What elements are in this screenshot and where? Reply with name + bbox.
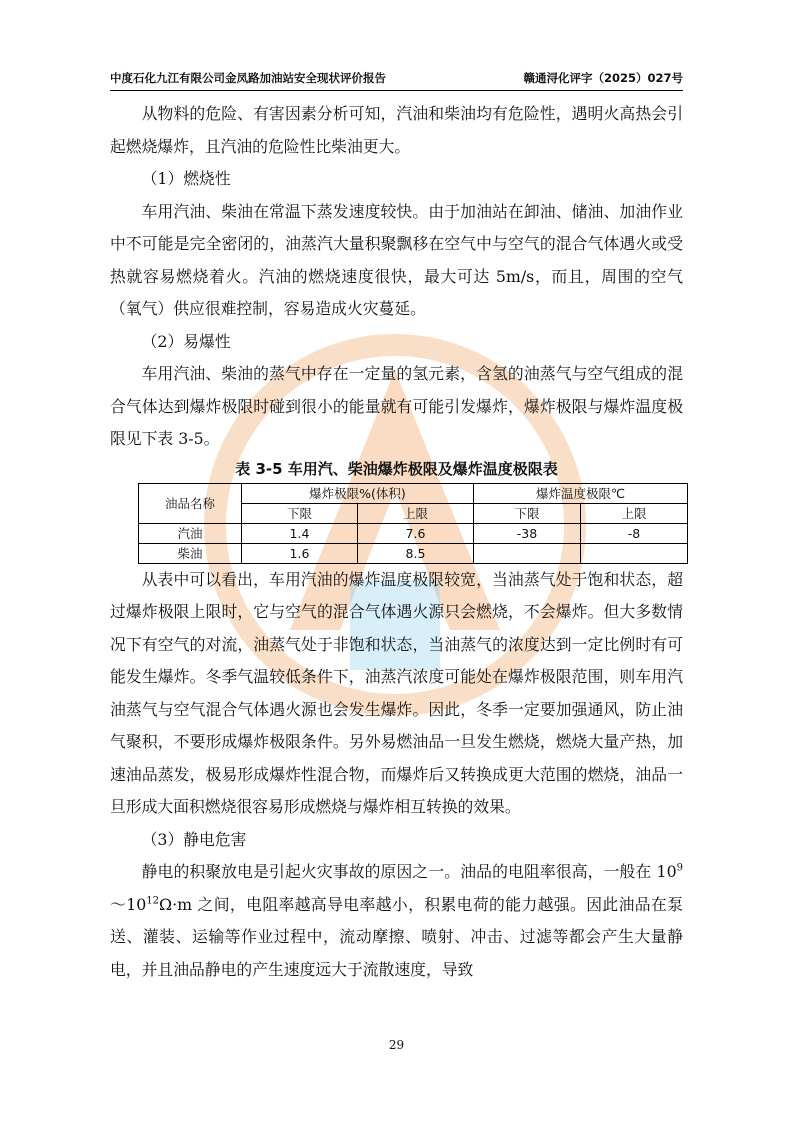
header-exp-lower: 下限 xyxy=(242,503,358,523)
cell-temp-lower xyxy=(474,543,581,563)
section-static-electricity: （3）静电危害 xyxy=(141,829,247,849)
table-title: 表 3-5 车用汽、柴油爆炸极限及爆炸温度极限表 xyxy=(235,459,558,478)
cell-exp-upper: 8.5 xyxy=(357,543,473,563)
cell-exp-upper: 7.6 xyxy=(357,523,473,543)
header-report-number: 赣通浔化评字（2025）027号 xyxy=(523,71,683,85)
page-number: 29 xyxy=(388,1038,405,1052)
header-temp-limit: 爆炸温度极限℃ xyxy=(474,483,688,503)
table-row xyxy=(139,543,688,563)
paragraph-intro: 从物料的危险、有害因素分析可知，汽油和柴油均有危险性，遇明火高热会引起燃烧爆炸，且汽油的危险性比柴油更大。 xyxy=(110,104,683,156)
header-temp-lower: 下限 xyxy=(474,503,581,523)
header-explosion-limit: 爆炸极限%(体积) xyxy=(242,483,474,503)
header-temp-upper: 上限 xyxy=(580,503,687,523)
section-explosiveness: （2）易爆性 xyxy=(141,331,231,351)
cell-temp-lower: -38 xyxy=(474,523,581,543)
exponent-9: 9 xyxy=(676,862,683,874)
cell-temp-upper xyxy=(580,543,687,563)
cell-name: 柴油 xyxy=(139,543,242,563)
paragraph-combustibility: 车用汽油、柴油在常温下蒸发速度较快。由于加油站在卸油、储油、加油作业中不可能是完全密闭的，油蒸汽大量积聚飘移在空气中与空气的混合气体遇火或受热就容易燃烧着火。汽油的燃烧速度很快，最大可达 5m/s，而且，周围的空气（氧气）供应很难控制，容易造成火灾蔓延。 xyxy=(110,201,683,318)
cell-exp-lower: 1.6 xyxy=(242,543,358,563)
header-report-title: 中度石化九江有限公司金凤路加油站安全现状评价报告 xyxy=(110,71,386,85)
section-combustibility: （1）燃烧性 xyxy=(141,169,231,188)
exponent-12: 12 xyxy=(146,895,160,907)
header-exp-upper: 上限 xyxy=(357,503,473,523)
paragraph-explosiveness: 车用汽油、柴油的蒸气中存在一定量的氢元素，含氢的油蒸气与空气组成的混合气体达到爆炸极限时碰到很小的能量就有可能引发爆炸，爆炸极限与爆炸温度极限见下表 3-5。 xyxy=(110,364,683,448)
table-row xyxy=(139,523,688,543)
paragraph-table-analysis: 从表中可以看出，车用汽油的爆炸温度极限较宽，当油蒸气处于饱和状态，超过爆炸极限上限时，它与空气的混合气体遇火源只会燃烧，不会爆炸。但大多数情况下有空气的对流，油蒸气处于非饱和状态，当油蒸气的浓度达到一定比例时有可能发生爆炸。冬季气温较低条件下，油蒸汽浓度可能处在爆炸极限范围，则车用汽油蒸气与空气混合气体遇火源也会发生爆炸。因此，冬季一定要加强通风，防止油气聚积，不要形成爆炸极限条件。另外易燃油品一旦发生燃烧，燃烧大量产热，加速油品蒸发，极易形成爆炸性混合物，而爆炸后又转换成更大范围的燃烧，油品一旦形成大面积燃烧很容易形成燃烧与爆炸相互转换的效果。 xyxy=(110,569,683,816)
static-text-a: 静电的积聚放电是引起火灾事故的原因之一。油品的电阻率很高，一般在 10 xyxy=(141,862,677,881)
cell-name: 汽油 xyxy=(139,523,242,543)
header-product-name: 油品名称 xyxy=(139,483,242,523)
static-text-b: ～10 xyxy=(110,894,147,914)
cell-exp-lower: 1.4 xyxy=(242,523,358,543)
explosion-limit-table xyxy=(138,483,688,564)
static-text-c: Ω·m 之间，电阻率越高导电率越小，积累电荷的能力越强。因此油品在泵送、灌装、运输等作业过程中，流动摩擦、喷射、冲击、过滤等都会产生大量静电，并且油品静电的产生速度远大于流散速度，导致 xyxy=(110,894,683,979)
paragraph-static-electricity xyxy=(110,856,683,986)
page-header xyxy=(110,70,683,91)
cell-temp-upper: -8 xyxy=(580,523,687,543)
page-body xyxy=(110,98,683,986)
